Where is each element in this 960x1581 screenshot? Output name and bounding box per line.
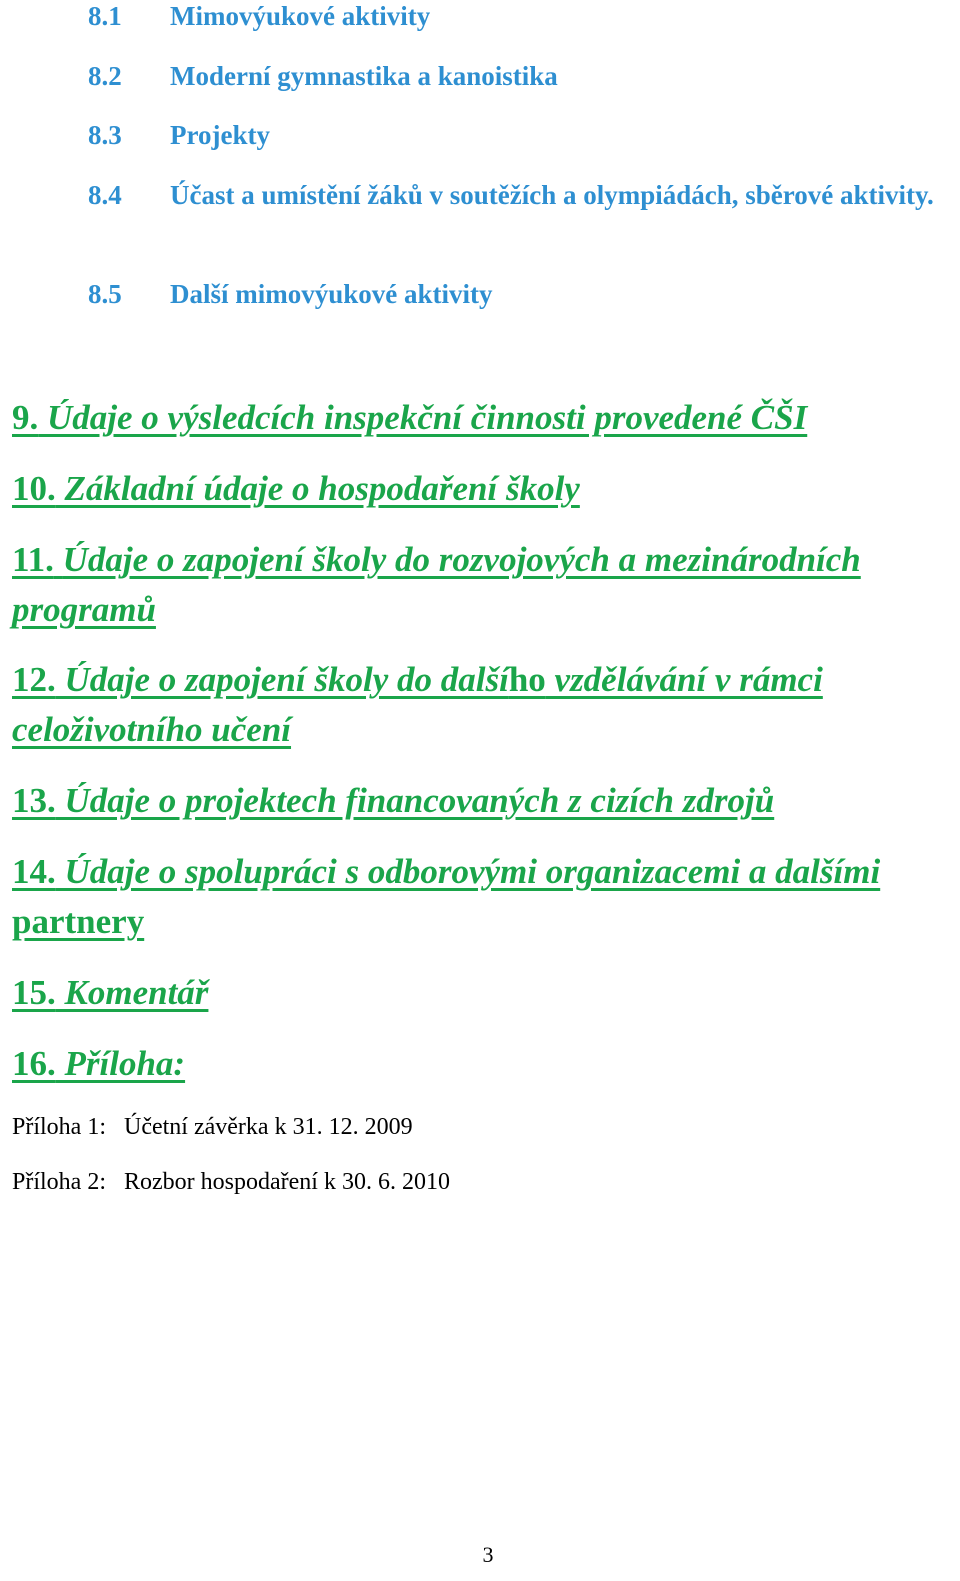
page-number: 3 (482, 1542, 494, 1567)
attachment-label: Příloha 2: (12, 1169, 106, 1195)
section-16-link[interactable] (12, 1039, 957, 1089)
subsection-title: Mimovýukové aktivity (170, 1, 431, 31)
subsection-title: Moderní gymnastika a kanoistika (170, 61, 558, 91)
section-title: Komentář (64, 973, 209, 1012)
attachment-1 (12, 1112, 413, 1142)
section-14-link[interactable] (12, 847, 957, 947)
subsection-number: 8.3 (88, 120, 122, 150)
subsection-title: Projekty (170, 120, 270, 150)
section-13-link[interactable] (12, 776, 957, 826)
section-title: Údaje o výsledcích inspekční činnosti provedené ČŠI (47, 398, 808, 437)
section-number: 15. (12, 973, 56, 1012)
subsection-number: 8.2 (88, 61, 122, 91)
subsection-number: 8.1 (88, 1, 122, 31)
section-9-link[interactable] (12, 393, 957, 443)
section-12-link[interactable] (12, 655, 957, 755)
section-11-link[interactable] (12, 535, 957, 635)
section-number: 12. (12, 660, 56, 699)
section-number: 16. (12, 1044, 56, 1083)
section-number: 11. (12, 540, 54, 579)
attachment-text: Rozbor hospodaření k 30. 6. 2010 (124, 1169, 450, 1195)
subsection-title: Účast a umístění žáků v soutěžích a olympiádách, sběrové aktivity. (170, 180, 934, 210)
section-title: Příloha: (64, 1044, 186, 1083)
section-10-link[interactable] (12, 464, 957, 514)
attachment-2 (12, 1167, 450, 1197)
subsection-number: 8.5 (88, 279, 122, 309)
section-title: Údaje o zapojení školy do rozvojových a mezinárodních programů (12, 540, 861, 629)
section-number: 13. (12, 781, 56, 820)
section-number: 9. (12, 398, 39, 437)
section-title-part: Údaje o spolupráci s odborovými organizacemi a dalšími (64, 852, 881, 891)
section-title: Základní údaje o hospodaření školy (64, 469, 580, 508)
attachment-label: Příloha 1: (12, 1114, 106, 1140)
section-title: Údaje o projektech financovaných z cizích zdrojů (64, 781, 775, 820)
section-title-part: ho (508, 660, 546, 699)
section-title-part: vzdělávání v rámci celoživotního učení (12, 660, 823, 749)
attachment-text: Účetní závěrka k 31. 12. 2009 (124, 1114, 413, 1140)
section-15-link[interactable] (12, 968, 957, 1018)
section-number: 10. (12, 469, 56, 508)
subsection-title: Další mimovýukové aktivity (170, 279, 493, 309)
section-title-part: partnery (12, 902, 145, 941)
section-title-part: Údaje o zapojení školy do další (64, 660, 509, 699)
section-number: 14. (12, 852, 56, 891)
subsection-number: 8.4 (88, 180, 122, 210)
